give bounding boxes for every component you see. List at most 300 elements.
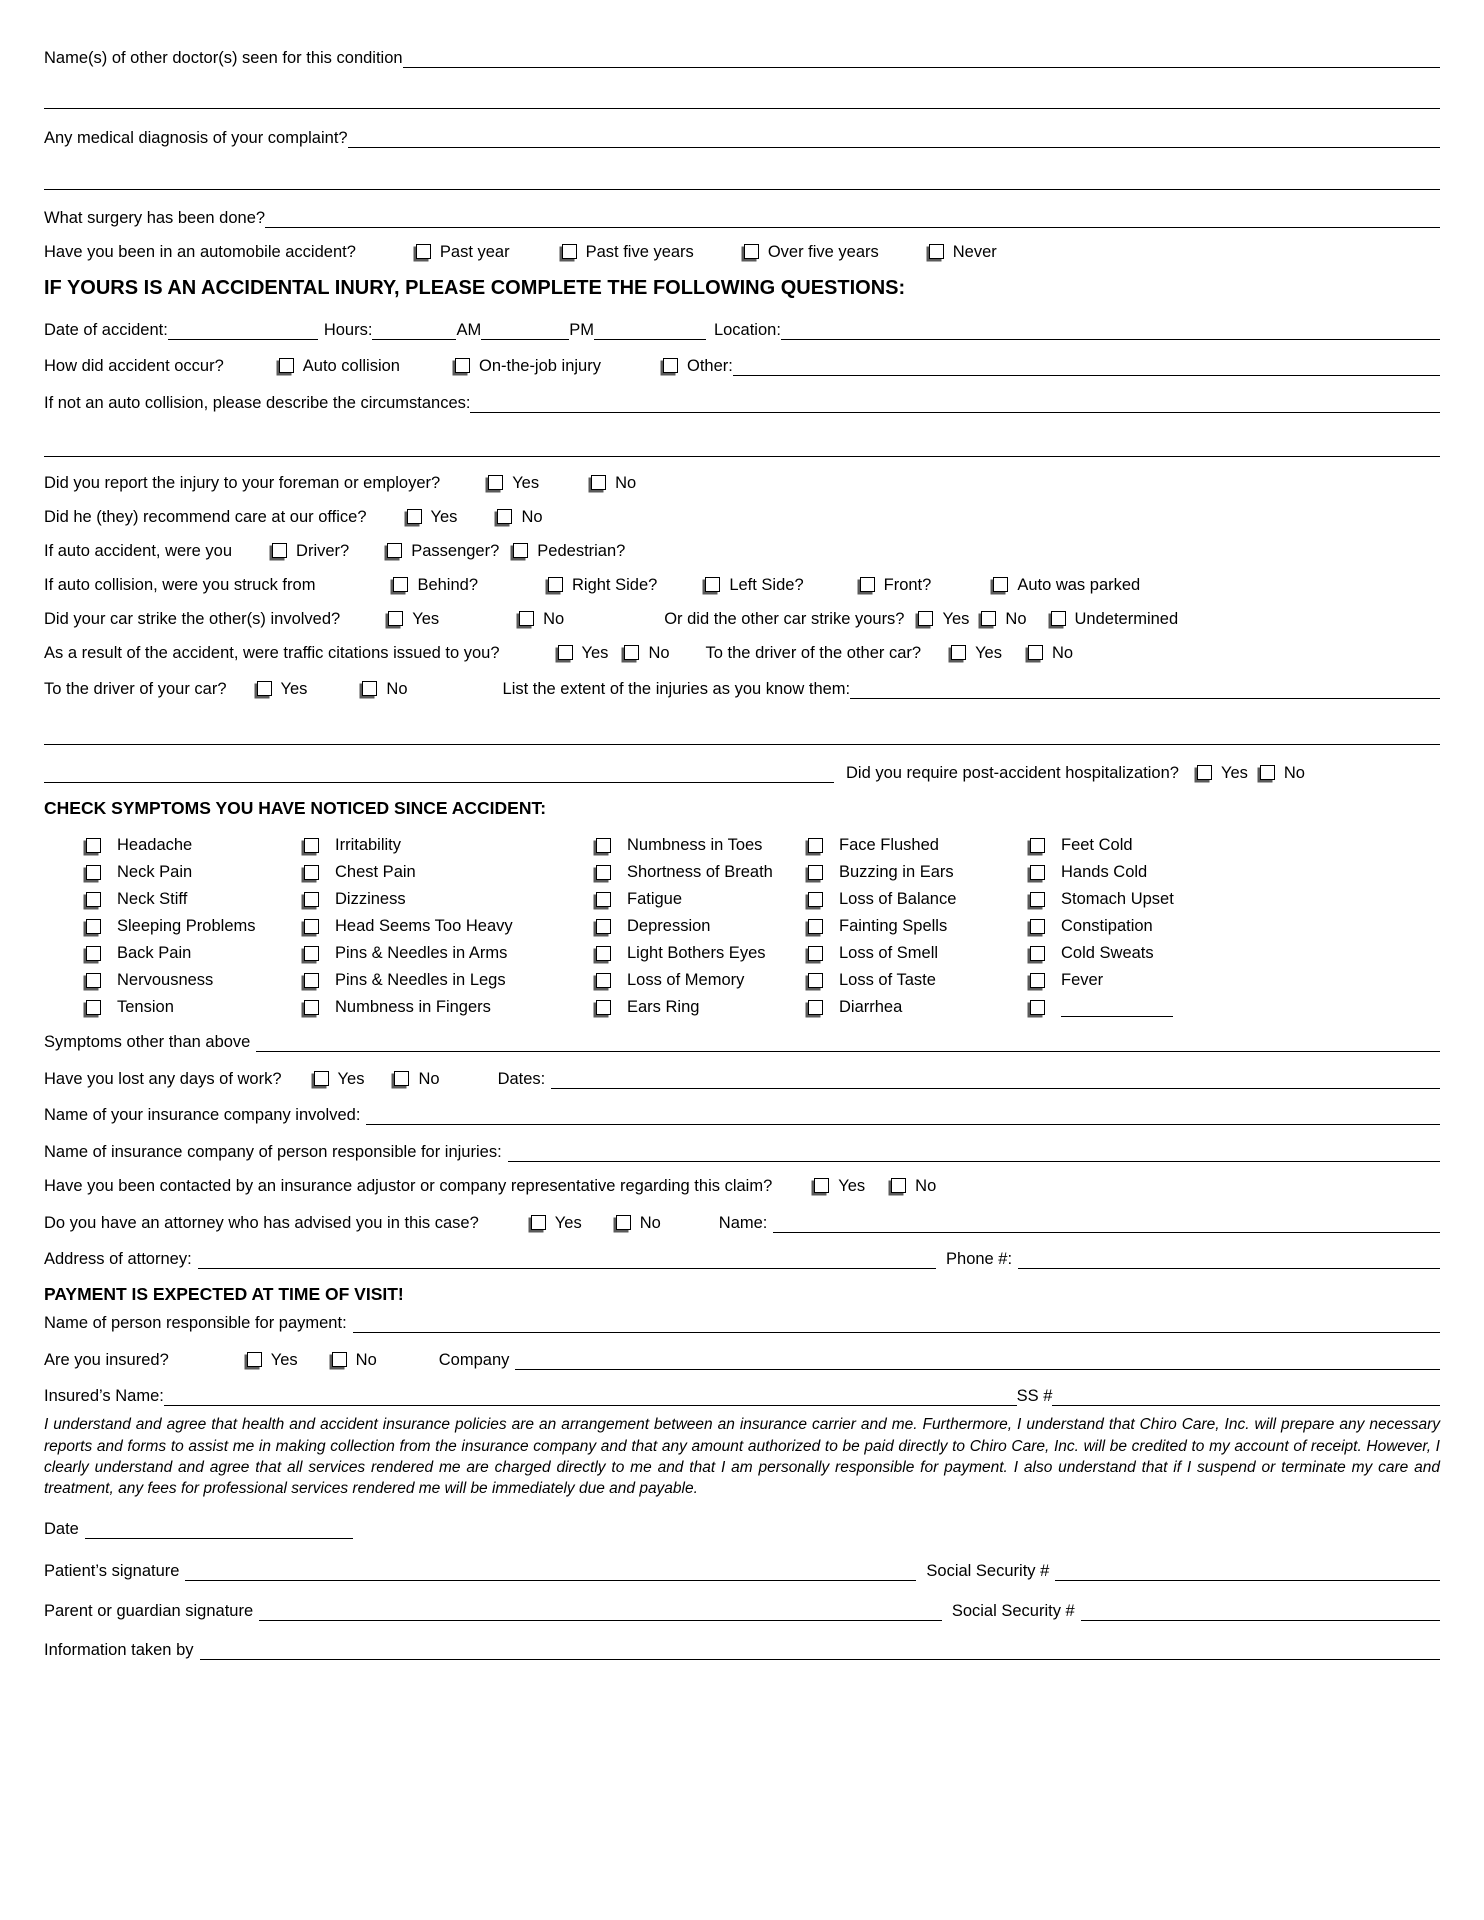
symptom-label: Neck Stiff [117,889,188,908]
checkbox-icon[interactable] [86,892,101,907]
symptom-item[interactable] [808,913,1030,940]
checkbox-icon[interactable] [304,838,319,853]
parent-signature-label: Parent or guardian signature [44,1601,254,1620]
insurance-company-line[interactable] [366,1104,1440,1126]
insured-name-label: Insured’s Name: [44,1387,164,1406]
option-label: Passenger? [411,541,500,560]
auto-accident-row [44,243,1440,262]
surgery-label: What surgery has been done? [44,209,266,228]
option-other-strike-no[interactable] [981,610,1026,629]
checkbox-icon[interactable] [332,1352,347,1367]
symptom-item[interactable] [86,886,304,913]
attorney-address-row [44,1248,1440,1270]
insurance-responsible-row [44,1140,1440,1162]
option-label: Yes [512,473,540,492]
symptom-item[interactable] [304,940,596,967]
symptom-item[interactable] [86,832,304,859]
citations-row [44,644,1440,663]
location-line[interactable] [781,318,1440,340]
attorney-address-line[interactable] [198,1248,936,1270]
symptom-blank-line[interactable] [1061,997,1173,1016]
option-adjustor-yes[interactable] [814,1177,865,1196]
insured-name-line[interactable] [164,1385,1017,1407]
diagnosis-line-2[interactable] [44,168,1440,190]
checkbox-icon[interactable] [1030,865,1045,880]
symptom-label: Dizziness [335,889,406,908]
surgery-line[interactable] [265,207,1440,229]
symptom-item-blank[interactable] [1030,994,1440,1021]
option-label: No [1283,763,1305,782]
symptom-label: Fever [1061,970,1104,989]
option-citations-yes[interactable] [558,644,609,663]
option-lost-work-yes[interactable] [314,1070,365,1089]
option-attorney-no[interactable] [616,1214,661,1233]
symptom-item[interactable] [1030,886,1440,913]
checkbox-icon[interactable] [1030,1000,1045,1015]
symptom-item[interactable] [808,940,1030,967]
hours-label: Hours: [323,320,373,339]
option-strike-no[interactable] [519,610,564,629]
other-doctors-row [44,46,1440,68]
option-label: Yes [581,643,609,662]
checkbox-icon[interactable] [1030,838,1045,853]
option-never[interactable] [929,243,997,262]
checkbox-icon[interactable] [314,1071,329,1086]
symptom-label: Depression [627,916,711,935]
symptom-item[interactable] [596,940,808,967]
other-occur-line[interactable] [733,355,1440,377]
symptom-label: Loss of Taste [839,970,936,989]
company-line[interactable] [515,1348,1440,1370]
checkbox-icon[interactable] [304,919,319,934]
symptom-item[interactable] [1030,832,1440,859]
option-on-the-job[interactable] [455,357,601,376]
patient-signature-label: Patient’s signature [44,1561,180,1580]
symptoms-other-line[interactable] [256,1031,1440,1053]
other-strike-label: Or did the other car strike yours? [664,609,905,628]
option-your-driver-yes[interactable] [257,680,308,699]
checkbox-icon[interactable] [1051,611,1066,626]
describe-line[interactable] [470,391,1440,413]
option-other-strike-yes[interactable] [918,610,969,629]
option-label: No [615,473,637,492]
symptom-item[interactable] [596,832,808,859]
option-label: No [1005,609,1027,628]
option-past-year[interactable] [416,243,510,262]
option-label: Yes [280,680,308,699]
option-label: Yes [430,507,458,526]
symptom-label: Chest Pain [335,862,416,881]
parent-ss-line[interactable] [1081,1599,1440,1621]
option-label: No [355,1350,377,1369]
checkbox-icon[interactable] [562,244,577,259]
checkbox-icon[interactable] [488,475,503,490]
date-row [44,1518,1440,1540]
checkbox-icon[interactable] [808,946,823,961]
checkbox-icon[interactable] [993,577,1008,592]
checkbox-icon[interactable] [808,865,823,880]
your-driver-row [44,678,1440,700]
option-insured-no[interactable] [332,1351,377,1370]
checkbox-icon[interactable] [86,973,101,988]
symptom-item[interactable] [808,886,1030,913]
option-auto-collision[interactable] [279,357,400,376]
checkbox-icon[interactable] [279,358,294,373]
option-other-driver-no[interactable] [1028,644,1073,663]
insured-row [44,1348,1440,1370]
option-over-five-years[interactable] [744,243,879,262]
checkbox-icon[interactable] [548,577,563,592]
symptom-label: Hands Cold [1061,862,1148,881]
insurance-responsible-label: Name of insurance company of person responsible for injuries: [44,1143,502,1161]
checkbox-icon[interactable] [416,244,431,259]
extent-continuation-row [44,723,1440,745]
checkbox-icon[interactable] [1030,919,1045,934]
option-strike-yes[interactable] [388,610,439,629]
option-driver[interactable] [272,542,349,561]
symptom-label: Feet Cold [1061,835,1133,854]
extent-line[interactable] [850,678,1440,700]
checkbox-icon[interactable] [808,919,823,934]
option-other[interactable] [663,357,733,376]
option-past-five-years[interactable] [562,243,694,262]
symptom-label: Buzzing in Ears [839,862,954,881]
pm-line[interactable] [594,318,706,340]
role-label: If auto accident, were you [44,541,233,560]
insurance-responsible-line[interactable] [508,1140,1440,1162]
attorney-address-label: Address of attorney: [44,1250,192,1269]
struck-from-row [44,576,1440,595]
checkbox-icon[interactable] [531,1215,546,1230]
symptom-item[interactable] [596,913,808,940]
insurance-agreement-text: I understand and agree that health and accident insurance policies are an arrangement between an insurance carrier and me. Furthermore, I understand that Chiro Care, Inc. will prepare any necessary reports and forms to assist me in making collection from the insurance company and that any amount authorized to be paid directly to Chiro Care, Inc. will be credited to my account of receipt. However, I clearly understand and agree that all services rendered me are charged directly to me and that I am personally responsible for payment. I also understand that if I suspend or terminate my care and treatment, any fees for professional services rendered me will be immediately due and payable. [44,1416,1440,1498]
checkbox-icon[interactable] [304,865,319,880]
attorney-row [44,1211,1440,1233]
checkbox-icon[interactable] [596,838,611,853]
checkbox-icon[interactable] [519,611,534,626]
symptom-item[interactable] [86,859,304,886]
checkbox-icon[interactable] [591,475,606,490]
checkbox-icon[interactable] [814,1178,829,1193]
option-label: Auto was parked [1017,575,1141,594]
symptom-item[interactable] [808,859,1030,886]
checkbox-icon[interactable] [596,973,611,988]
insured-label: Are you insured? [44,1350,169,1369]
how-occur-label: How did accident occur? [44,357,224,376]
info-taken-row [44,1639,1440,1661]
checkbox-icon[interactable] [596,946,611,961]
option-label: Yes [554,1213,582,1232]
option-other-driver-yes[interactable] [951,644,1002,663]
symptom-item[interactable] [596,886,808,913]
checkbox-icon[interactable] [624,645,639,660]
symptom-item[interactable] [304,859,596,886]
symptom-item[interactable] [304,832,596,859]
symptom-item[interactable] [808,994,1030,1021]
symptom-item[interactable] [1030,913,1440,940]
option-label: Behind? [417,575,478,594]
checkbox-icon[interactable] [951,645,966,660]
symptom-label: Fatigue [627,889,683,908]
payment-responsible-line[interactable] [353,1311,1440,1333]
pm-label: PM [569,320,594,339]
option-report-yes[interactable] [488,474,539,493]
option-report-no[interactable] [591,474,636,493]
checkbox-icon[interactable] [86,919,101,934]
lost-work-row [44,1067,1440,1089]
checkbox-icon[interactable] [808,892,823,907]
option-label: Undetermined [1074,609,1179,628]
checkbox-icon[interactable] [497,509,512,524]
symptom-item[interactable] [1030,967,1440,994]
surgery-row [44,207,1440,229]
option-label: Past five years [585,243,694,262]
option-label: Driver? [296,541,350,560]
checkbox-icon[interactable] [808,1000,823,1015]
checkbox-icon[interactable] [86,865,101,880]
checkbox-icon[interactable] [1030,946,1045,961]
option-label: Yes [337,1069,365,1088]
option-insured-yes[interactable] [247,1351,298,1370]
symptoms-other-row [44,1031,1440,1053]
checkbox-icon[interactable] [304,892,319,907]
symptom-item[interactable] [86,967,304,994]
lost-work-label: Have you lost any days of work? [44,1069,282,1088]
symptom-label: Numbness in Fingers [335,997,491,1016]
struck-from-label: If auto collision, were you struck from [44,575,316,594]
symptom-item[interactable] [86,940,304,967]
checkbox-icon[interactable] [744,244,759,259]
option-front[interactable] [860,576,932,595]
accident-date-row [44,318,1440,340]
checkbox-icon[interactable] [596,892,611,907]
insurance-company-row [44,1104,1440,1126]
extent-line-3[interactable] [44,761,834,783]
parent-signature-line[interactable] [259,1599,942,1621]
symptom-item[interactable] [304,886,596,913]
symptoms-section-title: CHECK SYMPTOMS YOU HAVE NOTICED SINCE ACCIDENT: [44,797,547,818]
checkbox-icon[interactable] [513,543,528,558]
extent-line-2[interactable] [44,723,1440,745]
option-passenger[interactable] [387,542,499,561]
attorney-phone-line[interactable] [1018,1248,1440,1270]
checkbox-icon[interactable] [388,611,403,626]
option-label: No [1051,643,1074,662]
option-hospitalization-no[interactable] [1260,764,1305,783]
symptom-item[interactable] [808,967,1030,994]
option-behind[interactable] [393,576,478,595]
symptom-label: Loss of Smell [839,943,939,962]
option-label: Other: [686,357,733,376]
checkbox-icon[interactable] [1028,645,1043,660]
checkbox-icon[interactable] [304,946,319,961]
symptom-item[interactable] [1030,859,1440,886]
symptom-label: Fainting Spells [839,916,948,935]
dates-line[interactable] [551,1067,1440,1089]
checkbox-icon[interactable] [891,1178,906,1193]
checkbox-icon[interactable] [387,543,402,558]
symptom-label: Face Flushed [839,835,939,854]
symptom-label: Shortness of Breath [627,862,773,881]
checkbox-icon[interactable] [394,1071,409,1086]
option-label: Left Side? [729,575,804,594]
option-recommend-yes[interactable] [407,508,458,527]
option-label: Yes [838,1177,866,1195]
checkbox-icon[interactable] [596,919,611,934]
symptom-label: Back Pain [117,943,192,962]
payment-responsible-label: Name of person responsible for payment: [44,1313,347,1332]
checkbox-icon[interactable] [86,946,101,961]
option-undetermined[interactable] [1051,610,1179,629]
option-label: Yes [975,643,1002,662]
symptom-item[interactable] [304,913,596,940]
option-label: No [648,643,670,662]
parent-ss-label: Social Security # [951,1601,1075,1620]
am-label: AM [456,320,482,339]
checkbox-icon[interactable] [981,611,996,626]
option-label: No [639,1213,661,1232]
option-label: Front? [883,575,932,594]
option-left-side[interactable] [705,576,803,595]
am-line[interactable] [481,318,569,340]
citations-label: As a result of the accident, were traffic citations issued to you? [44,643,500,662]
option-your-driver-no[interactable] [362,680,407,699]
how-occur-row [44,355,1440,377]
option-label: No [521,507,543,526]
hours-line[interactable] [372,318,456,340]
attorney-name-label: Name: [718,1213,768,1232]
checkbox-icon[interactable] [596,1000,611,1015]
checkbox-icon[interactable] [86,838,101,853]
symptom-item[interactable] [304,967,596,994]
checkbox-icon[interactable] [705,577,720,592]
symptom-item[interactable] [808,832,1030,859]
checkbox-icon[interactable] [304,973,319,988]
symptom-label: Headache [117,835,193,854]
diagnosis-line[interactable] [348,126,1440,148]
hospitalization-label: Did you require post-accident hospitalization? [846,763,1179,782]
checkbox-icon[interactable] [1197,765,1212,780]
symptom-label: Light Bothers Eyes [627,943,766,962]
option-label: No [418,1069,440,1088]
symptom-label: Constipation [1061,916,1153,935]
checkbox-icon[interactable] [362,681,377,696]
option-label: Auto collision [302,357,400,376]
option-adjustor-no[interactable] [891,1177,936,1196]
checkbox-icon[interactable] [86,1000,101,1015]
symptom-label: Pins & Needles in Legs [335,970,506,989]
role-row [44,542,1440,561]
diagnosis-continuation-row [44,168,1440,190]
checkbox-icon[interactable] [1260,765,1275,780]
other-doctors-line-2[interactable] [44,88,1440,110]
checkbox-icon[interactable] [304,1000,319,1015]
symptom-label: Irritability [335,835,402,854]
checkbox-icon[interactable] [808,973,823,988]
symptom-label: Pins & Needles in Arms [335,943,508,962]
symptom-label: Numbness in Toes [627,835,763,854]
checkbox-icon[interactable] [616,1215,631,1230]
payment-section-title: PAYMENT IS EXPECTED AT TIME OF VISIT! [44,1284,404,1305]
accident-date-line[interactable] [168,318,318,340]
checkbox-icon[interactable] [663,358,678,373]
symptom-label: Nervousness [117,970,214,989]
hospitalization-row [44,761,1440,783]
symptom-item[interactable] [86,913,304,940]
patient-ss-line[interactable] [1055,1559,1440,1581]
car-strike-row [44,610,1440,629]
symptom-item[interactable] [86,994,304,1021]
checkbox-icon[interactable] [393,577,408,592]
location-label: Location: [713,320,781,339]
option-hospitalization-yes[interactable] [1197,764,1248,783]
option-lost-work-no[interactable] [394,1070,439,1089]
attorney-label: Do you have an attorney who has advised you in this case? [44,1213,479,1232]
ss-line[interactable] [1052,1385,1440,1407]
date-line[interactable] [85,1518,353,1540]
option-pedestrian[interactable] [513,542,625,561]
patient-ss-label: Social Security # [926,1561,1050,1580]
parent-signature-row [44,1599,1440,1621]
checkbox-icon[interactable] [455,358,470,373]
option-recommend-no[interactable] [497,508,542,527]
option-attorney-yes[interactable] [531,1214,582,1233]
option-label: On-the-job injury [479,357,601,376]
checkbox-icon[interactable] [272,543,287,558]
checkbox-icon[interactable] [596,865,611,880]
checkbox-icon[interactable] [860,577,875,592]
option-citations-no[interactable] [624,644,669,663]
insured-name-row [44,1385,1440,1407]
symptom-label: Loss of Memory [627,970,745,989]
checkbox-icon[interactable] [808,838,823,853]
checkbox-icon[interactable] [247,1352,262,1367]
option-right-side[interactable] [548,576,657,595]
adjustor-label: Have you been contacted by an insurance adjustor or company representative regarding this claim? [44,1177,773,1195]
option-label: Yes [1220,763,1248,782]
info-taken-line[interactable] [200,1639,1441,1661]
option-label: Right Side? [572,575,658,594]
checkbox-icon[interactable] [1030,892,1045,907]
attorney-name-line[interactable] [773,1211,1440,1233]
checkbox-icon[interactable] [929,244,944,259]
date-label: Date [44,1520,79,1539]
symptom-label: Diarrhea [839,997,903,1016]
checkbox-icon[interactable] [1030,973,1045,988]
checkbox-icon[interactable] [558,645,573,660]
symptom-item[interactable] [596,967,808,994]
symptom-item[interactable] [304,994,596,1021]
symptom-label: Tension [117,997,174,1016]
diagnosis-row [44,126,1440,148]
option-label: Pedestrian? [537,541,626,560]
checkbox-icon[interactable] [407,509,422,524]
describe-line-2[interactable] [44,435,1440,457]
checkbox-icon[interactable] [257,681,272,696]
patient-signature-row [44,1559,1440,1581]
company-label: Company [438,1350,510,1369]
option-label: Over five years [767,243,879,262]
adjustor-row [44,1177,1440,1196]
describe-row [44,391,1440,413]
other-doctors-line[interactable] [403,46,1440,68]
checkbox-icon[interactable] [918,611,933,626]
symptom-item[interactable] [1030,940,1440,967]
symptom-item[interactable] [596,994,808,1021]
patient-signature-line[interactable] [185,1559,916,1581]
symptom-item[interactable] [596,859,808,886]
option-auto-parked[interactable] [993,576,1140,595]
